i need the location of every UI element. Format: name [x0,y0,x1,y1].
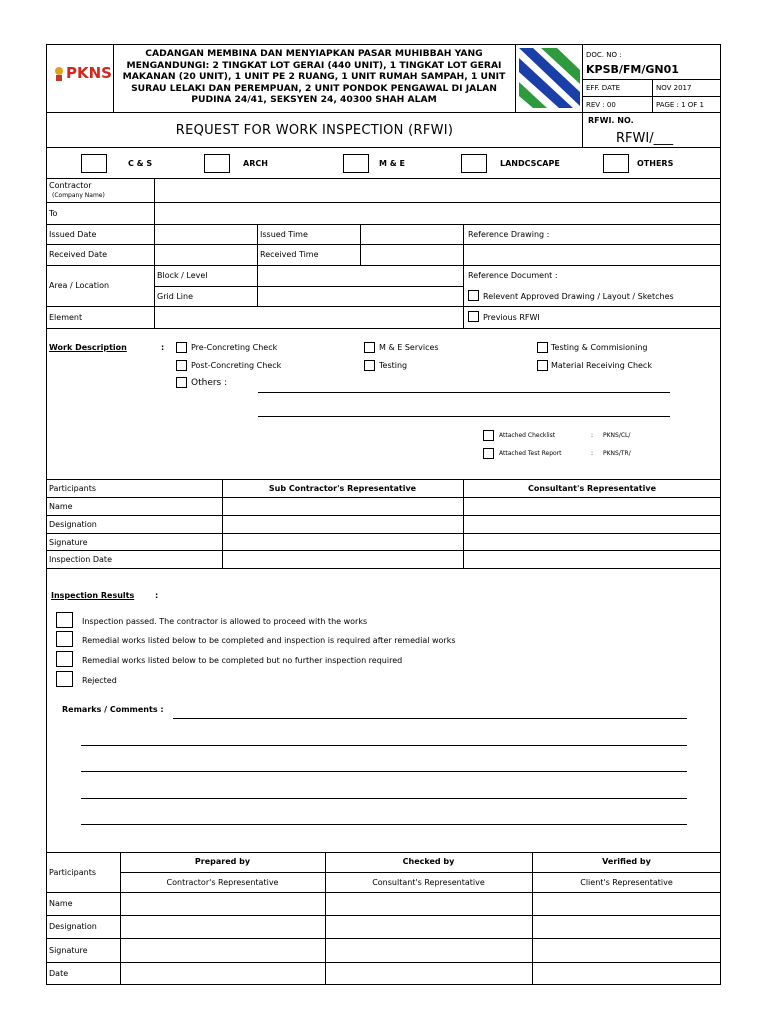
signoff-line [120,872,721,873]
checklist-ref: PKNS/CL/ [603,432,631,439]
issued-time-field[interactable] [361,225,462,243]
info-col [463,224,464,328]
participants-line [46,568,721,569]
checkbox-arch[interactable] [204,154,230,173]
testing-commissioning-checkbox[interactable] [537,342,548,353]
material-receiving-label: Material Receiving Check [551,361,652,370]
testing-commissioning-label: Testing & Commisioning [551,343,648,352]
header-line [46,147,721,148]
brand-stripes-icon [519,48,580,108]
relevant-drawing-checkbox[interactable] [468,290,479,301]
reference-drawing-label: Reference Drawing : [468,230,550,239]
attached-checklist-checkbox[interactable] [483,430,494,441]
to-label: To [49,209,58,218]
others-checkbox[interactable] [176,377,187,388]
result-remedial-reinspect-label: Remedial works listed below to be completed and inspection is required after remedial works [82,636,456,645]
contractor-field[interactable] [155,179,720,201]
prepared-by-header: Prepared by [194,857,251,866]
discipline-arch: ARCH [243,159,268,168]
signoff-signature-label: Signature [49,946,88,955]
attached-test-report-checkbox[interactable] [483,448,494,459]
verified-by-header: Verified by [602,857,651,866]
others-line[interactable] [258,392,670,393]
others-label: Others : [191,378,228,388]
others-line[interactable] [258,416,670,417]
checkbox-cs[interactable] [81,154,107,173]
grid-line-label: Grid Line [157,292,194,301]
rfwi-no-label: RFWI. NO. [588,116,634,125]
received-time-field[interactable] [361,245,462,264]
signoff-line [46,962,721,963]
logo-emblem-icon [52,66,66,82]
issued-time-label: Issued Time [260,230,308,239]
received-date-field[interactable] [155,245,256,264]
test-report-ref: PKNS/TR/ [603,450,631,457]
info-col [257,224,258,265]
issued-date-label: Issued Date [49,230,97,239]
consultant-rep-header: Consultant's Representative [528,484,656,493]
signoff-col [120,852,121,985]
header-divider [515,44,516,112]
previous-rfwi-checkbox[interactable] [468,311,479,322]
to-field[interactable] [155,203,720,223]
received-time-label: Received Time [260,250,319,259]
post-concreting-checkbox[interactable] [176,360,187,371]
header-divider [113,44,114,112]
reference-document-label: Reference Document : [468,271,558,280]
page-number: PAGE : 1 OF 1 [656,101,704,109]
client-rep-header: Client's Representative [580,878,673,887]
inspection-results-label: Inspection Results [51,591,135,600]
signoff-designation-label: Designation [49,922,97,931]
remarks-line[interactable] [173,718,687,719]
checkbox-others[interactable] [603,154,629,173]
checked-by-header: Checked by [402,857,455,866]
rfwi-no-value[interactable]: RFWI/___ [616,131,674,146]
name-label: Name [49,502,73,511]
testing-checkbox[interactable] [364,360,375,371]
post-concreting-label: Post-Concreting Check [191,361,282,370]
block-level-field[interactable] [258,266,462,285]
checkbox-me[interactable] [343,154,369,173]
signoff-col [325,852,326,985]
participants-line [46,533,721,534]
grid-line-field[interactable] [258,287,462,305]
result-remedial-no-reinspect-checkbox[interactable] [56,651,73,667]
header-divider [652,79,653,112]
area-location-label: Area / Location [49,281,110,290]
discipline-landscape: LANDCSCAPE [500,159,560,168]
relevant-drawing-label: Relevent Approved Drawing / Layout / Sketches [483,292,674,301]
testing-label: Testing [379,361,408,370]
previous-rfwi-label: Previous RFWI [483,313,540,322]
signoff-line [46,892,721,893]
block-level-label: Block / Level [157,271,208,280]
participants-line [46,497,721,498]
designation-label: Designation [49,520,97,529]
brand-logo [519,48,580,108]
result-passed-checkbox[interactable] [56,612,73,628]
remarks-line[interactable] [81,798,687,799]
discipline-others: OTHERS [637,159,674,168]
signoff-name-label: Name [49,899,73,908]
company-name-label: (Company Name) [52,192,105,199]
participants-line [46,479,721,480]
remarks-line[interactable] [81,771,687,772]
pre-concreting-label: Pre-Concreting Check [191,343,278,352]
signoff-line [46,938,721,939]
contractor-label: Contractor [49,181,92,190]
material-receiving-checkbox[interactable] [537,360,548,371]
participants-line [46,550,721,551]
pkns-logo [52,64,112,86]
test-report-colon: : [591,450,594,457]
work-description-label: Work Description [49,343,127,352]
eff-date: NOV 2017 [656,84,692,92]
inspection-date-label: Inspection Date [49,555,112,564]
eff-date-label: EFF. DATE [586,84,621,92]
header-bottom-line [46,112,583,113]
remarks-line[interactable] [81,824,687,825]
work-description-colon: : [161,343,165,352]
participants-line [46,515,721,516]
me-services-label: M & E Services [379,343,439,352]
rev: REV : 00 [586,101,616,109]
contractor-rep-header: Contractor's Representative [166,878,279,887]
result-rejected-checkbox[interactable] [56,671,73,687]
element-field[interactable] [155,307,462,327]
project-title: CADANGAN MEMBINA DAN MENYIAPKAN PASAR MUHIBBAH YANG MENGANDUNGI: 2 TINGKAT LOT GERAI (440 UNIT), 1 TINGKAT LOT GERAI MAKANAN (20 UNIT), 1 UNIT PE 2 RUANG, 1 UNIT RUMAH SAMPAH, 1 UNIT SURAU LELAKI DAN PEREMPUAN, 2 UNIT PONDOK PENGAWAL DI JALAN PUDINA 24/41, SEKSYEN 24, 40300 SHAH ALAM [122,48,506,106]
signoff-col [532,852,533,985]
doc-no: KPSB/FM/GN01 [586,63,679,76]
remarks-line[interactable] [81,745,687,746]
pre-concreting-checkbox[interactable] [176,342,187,353]
signoff-participants-label: Participants [49,868,96,877]
signoff-date-label: Date [49,969,69,978]
result-rejected-label: Rejected [82,676,117,685]
checklist-colon: : [591,432,594,439]
sub-contractor-rep-header: Sub Contractor's Representative [268,484,417,493]
issued-date-field[interactable] [155,225,256,243]
attached-test-report-label: Attached Test Report [499,450,562,457]
form-title: REQUEST FOR WORK INSPECTION (RFWI) [175,123,454,138]
attached-checklist-label: Attached Checklist [499,432,556,439]
received-date-label: Received Date [49,250,108,259]
remarks-label: Remarks / Comments : [62,705,164,714]
inspection-results-colon: : [155,591,159,600]
checkbox-landscape[interactable] [461,154,487,173]
discipline-me: M & E [379,159,405,168]
info-line [46,328,721,329]
consultant-rep-subheader: Consultant's Representative [372,878,485,887]
signature-label: Signature [49,538,88,547]
header-line [582,112,721,113]
signoff-line [46,915,721,916]
participants-label: Participants [49,484,96,493]
logo-text: PKNS [66,64,112,82]
result-passed-label: Inspection passed. The contractor is allowed to proceed with the works [82,617,368,626]
result-remedial-no-reinspect-label: Remedial works listed below to be completed but no further inspection required [82,656,403,665]
signoff-line [46,852,721,853]
discipline-cs: C & S [128,159,153,168]
doc-no-label: DOC. NO : [586,51,622,59]
me-services-checkbox[interactable] [364,342,375,353]
result-remedial-reinspect-checkbox[interactable] [56,631,73,647]
element-label: Element [49,313,83,322]
